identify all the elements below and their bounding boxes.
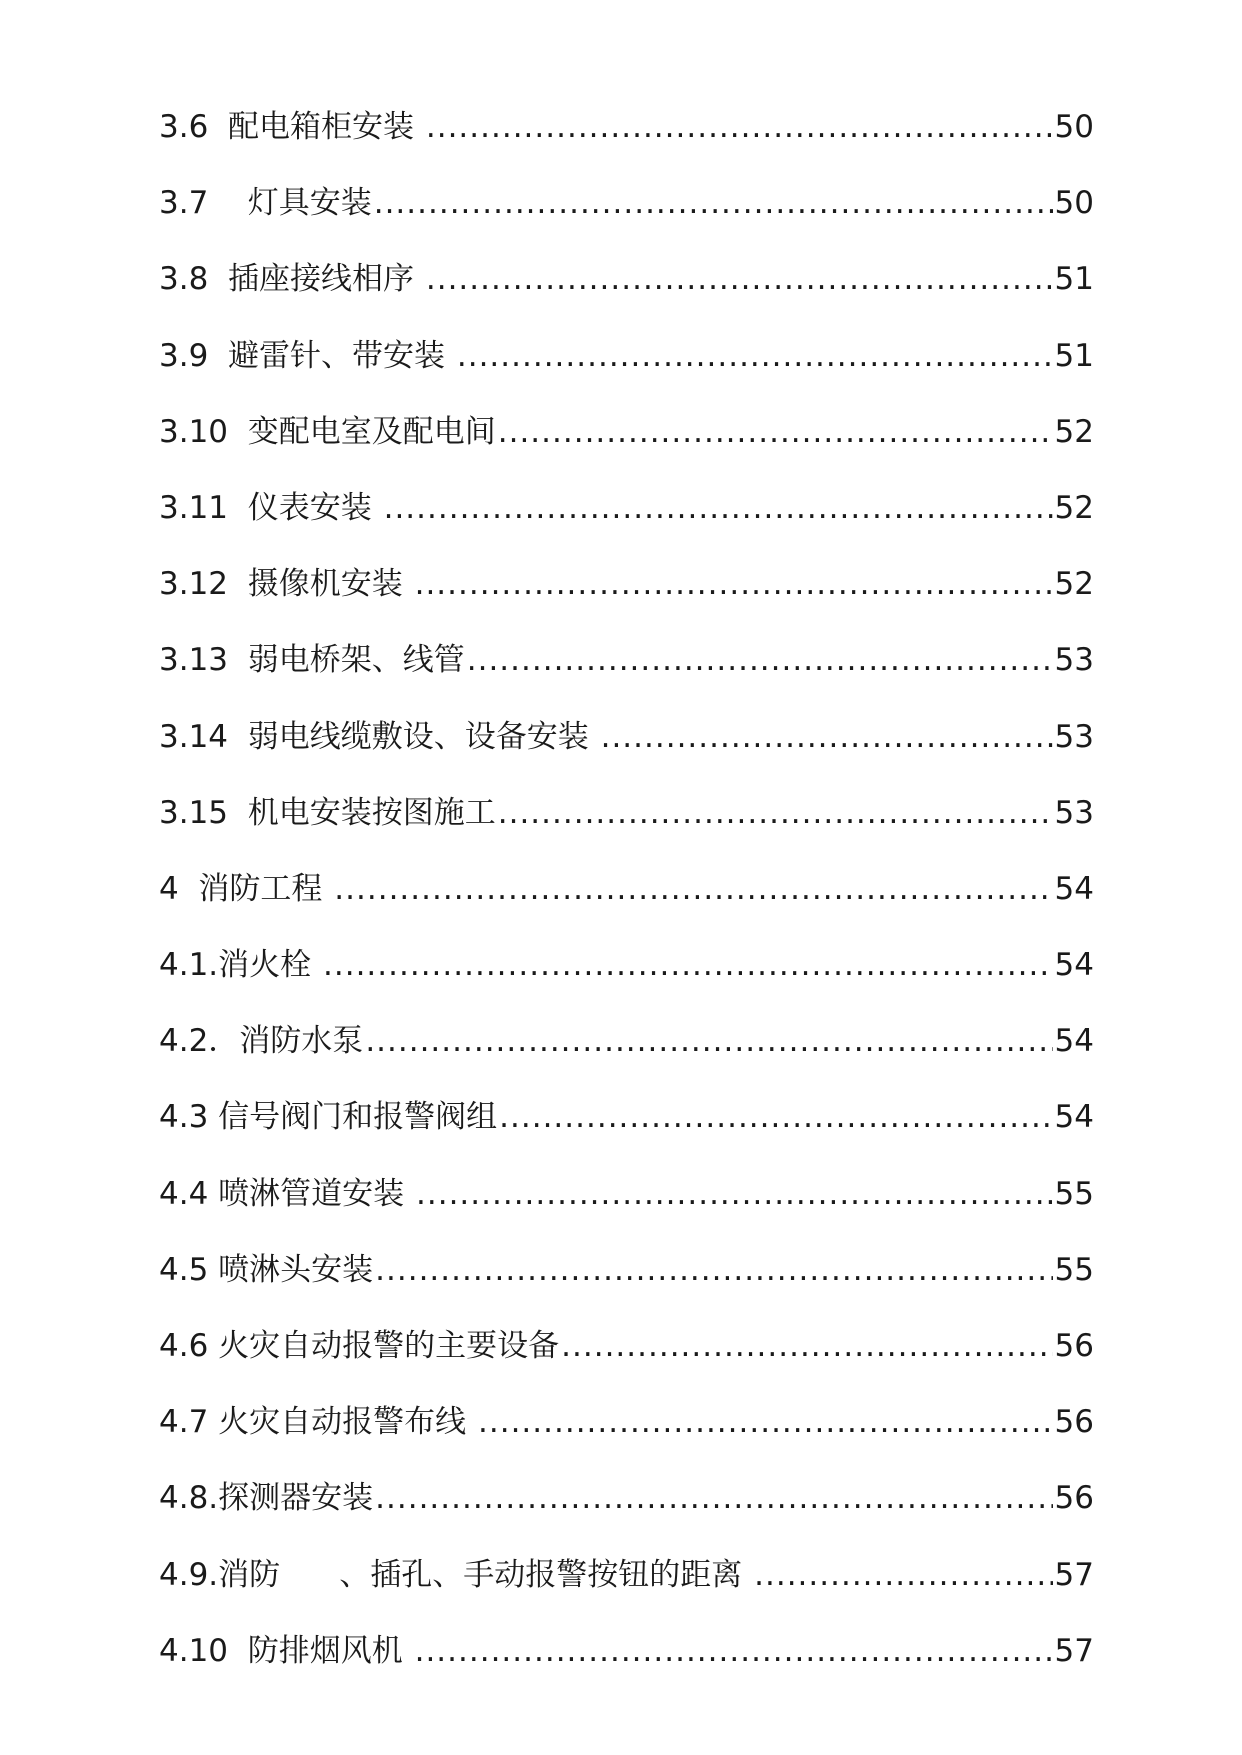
toc-entry[interactable]: [159, 943, 1094, 1019]
toc-dot-leader: [498, 791, 1053, 835]
toc-entry-title: 3.9 避雷针、带安装: [159, 337, 455, 374]
toc-page-number: 53: [1054, 794, 1094, 831]
toc-page-number: 57: [1054, 1556, 1094, 1593]
toc-dot-leader: [323, 943, 1053, 987]
toc-entry[interactable]: [159, 1324, 1094, 1400]
toc-entry[interactable]: [159, 410, 1094, 486]
toc-entry-title: 3.10 变配电室及配电间: [159, 413, 496, 450]
toc-dot-leader: [375, 1476, 1052, 1520]
toc-page-number: 51: [1054, 261, 1094, 298]
toc-entry[interactable]: [159, 562, 1094, 638]
toc-dot-leader: [415, 562, 1053, 606]
toc-page-number: 56: [1054, 1480, 1094, 1517]
toc-dot-leader: [561, 1324, 1052, 1368]
toc-page-number: 52: [1054, 566, 1094, 603]
toc-page-number: 53: [1054, 642, 1094, 679]
toc-entry[interactable]: [159, 1095, 1094, 1171]
toc-entry[interactable]: [159, 1248, 1094, 1324]
toc-dot-leader: [426, 105, 1053, 149]
toc-dot-leader: [498, 410, 1053, 454]
toc-entry[interactable]: [159, 1172, 1094, 1248]
toc-page-number: 57: [1054, 1632, 1094, 1669]
toc-page-number: 50: [1054, 185, 1094, 222]
toc-dot-leader: [416, 1172, 1053, 1216]
toc-entry-title: 4.3 信号阀门和报警阀组: [159, 1099, 498, 1136]
toc-entry-title: 3.11 仪表安装: [159, 489, 382, 526]
toc-dot-leader: [601, 715, 1053, 759]
toc-entry[interactable]: [159, 257, 1094, 333]
toc-entry[interactable]: [159, 1476, 1094, 1552]
toc-entry[interactable]: [159, 638, 1094, 714]
toc-entry[interactable]: [159, 334, 1094, 410]
toc-entry[interactable]: [159, 1629, 1094, 1705]
toc-entry-title: 4 消防工程: [159, 870, 333, 907]
toc-entry[interactable]: [159, 486, 1094, 562]
toc-page-number: 55: [1054, 1251, 1094, 1288]
toc-entry-title: 3.8 插座接线相序: [159, 261, 424, 298]
toc-dot-leader: [467, 638, 1053, 682]
toc-page-number: 50: [1054, 109, 1094, 145]
toc-entry[interactable]: [159, 181, 1094, 257]
toc-dot-leader: [457, 334, 1053, 378]
toc-entry-title: 4.10 防排烟风机: [159, 1632, 413, 1669]
toc-entry[interactable]: [159, 867, 1094, 943]
toc-entry-title: 4.5 喷淋头安装: [159, 1251, 374, 1288]
toc-page-number: 51: [1054, 337, 1094, 374]
toc-entry-title: 3.7 灯具安装: [159, 185, 372, 222]
toc-dot-leader: [365, 1019, 1052, 1063]
toc-entry-title: 3.15 机电安装按图施工: [159, 794, 496, 831]
toc-page-number: 54: [1054, 870, 1094, 907]
toc-page-number: 52: [1054, 413, 1094, 450]
toc-dot-leader: [499, 1095, 1052, 1139]
toc-entry-title: 4.2．消防水泵: [159, 1023, 364, 1060]
toc-dot-leader: [384, 486, 1053, 530]
toc-dot-leader: [375, 1248, 1052, 1292]
toc-entry-title: 4.6 火灾自动报警的主要设备: [159, 1328, 560, 1364]
toc-dot-leader: [374, 181, 1053, 225]
toc-page-number: 54: [1054, 947, 1094, 984]
toc-page-number: 54: [1054, 1023, 1094, 1060]
toc-dot-leader: [334, 867, 1052, 911]
toc-entry-title: 4.7 火灾自动报警布线: [159, 1404, 477, 1441]
toc-dot-leader: [754, 1553, 1052, 1597]
toc-entry[interactable]: [159, 1019, 1094, 1095]
toc-page-number: 56: [1054, 1404, 1094, 1441]
toc-entry-title: 3.12 摄像机安装: [159, 566, 413, 603]
toc-entry-title: 3.13 弱电桥架、线管: [159, 642, 465, 679]
toc-entry[interactable]: [159, 1553, 1094, 1629]
toc-entry-title: 4.8.探测器安装: [159, 1480, 374, 1517]
toc-page-number: 53: [1054, 718, 1094, 755]
toc-dot-leader: [426, 257, 1053, 301]
toc-page-number: 55: [1054, 1175, 1094, 1212]
toc-entry-title: 3.14 弱电线缆敷设、设备安装: [159, 718, 599, 755]
toc-entry-title: 4.9.消防 、插孔、手动报警按钮的距离: [159, 1556, 753, 1593]
toc-dot-leader: [415, 1629, 1053, 1673]
toc-page-number: 52: [1054, 489, 1094, 526]
toc-entry[interactable]: [159, 105, 1094, 181]
toc-entry-title: 3.6 配电箱柜安装: [159, 109, 424, 145]
toc-entry[interactable]: [159, 1400, 1094, 1476]
table-of-contents: [159, 105, 1094, 1705]
toc-page-number: 54: [1054, 1099, 1094, 1136]
toc-dot-leader: [478, 1400, 1053, 1444]
toc-entry-title: 4.4 喷淋管道安装: [159, 1175, 415, 1212]
toc-entry[interactable]: [159, 715, 1094, 791]
toc-page-number: 56: [1054, 1328, 1094, 1364]
toc-entry[interactable]: [159, 791, 1094, 867]
toc-entry-title: 4.1.消火栓: [159, 947, 322, 984]
